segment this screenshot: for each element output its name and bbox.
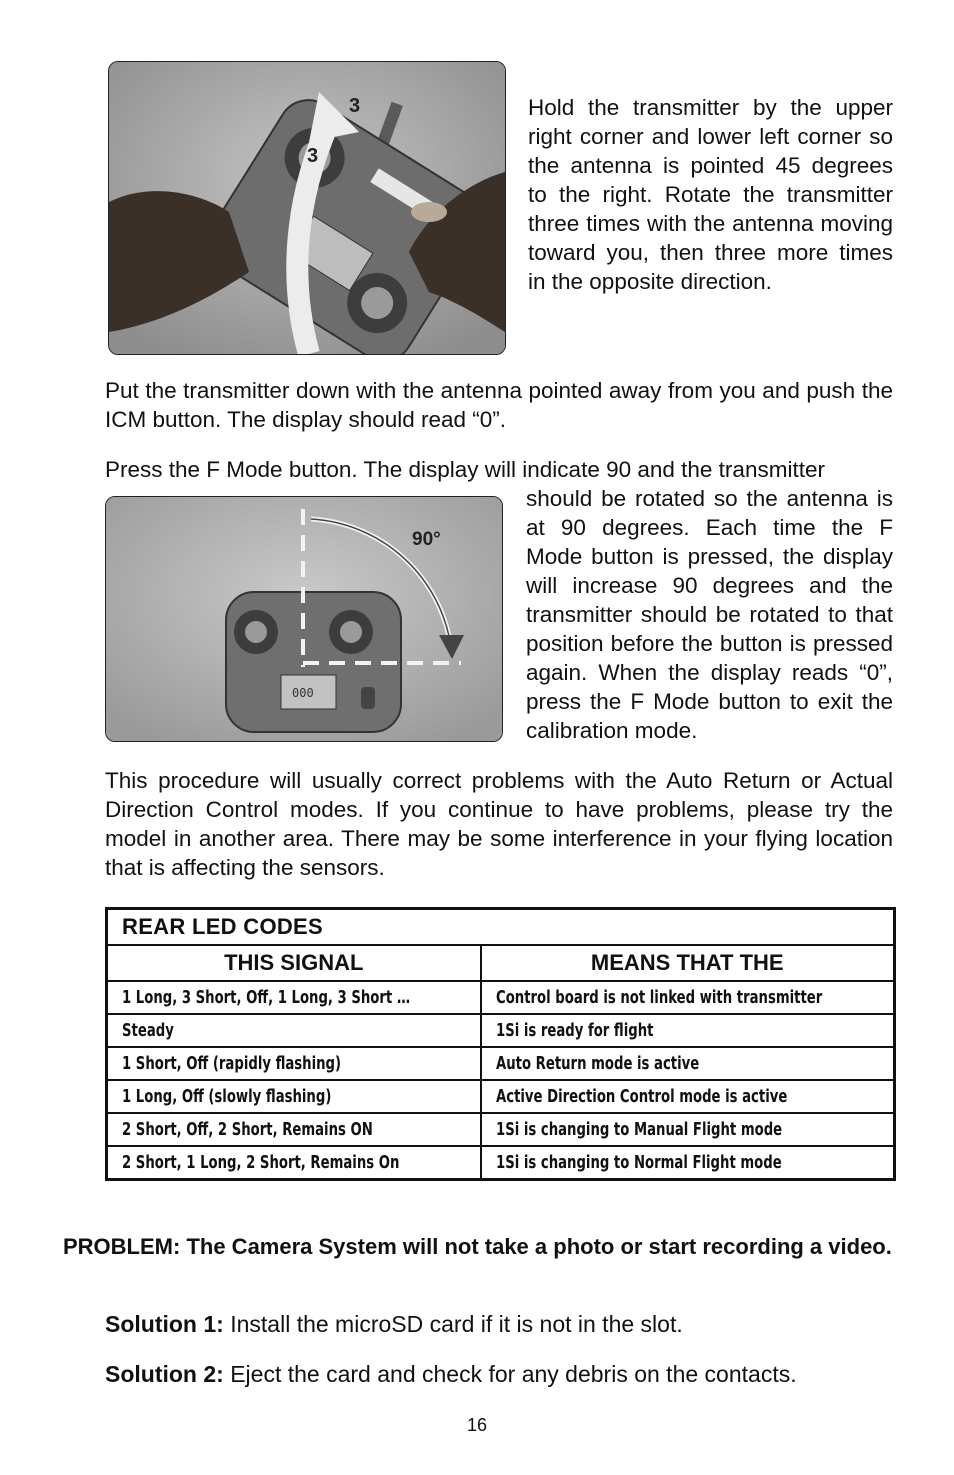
column-header-meaning: MEANS THAT THE xyxy=(481,945,895,981)
solution-1-label: Solution 1: xyxy=(105,1311,224,1337)
table-row xyxy=(107,1014,895,1047)
signal-cell: 2 Short, 1 Long, 2 Short, Remains On xyxy=(107,1146,481,1180)
meaning-cell: 1Si is changing to Manual Flight mode xyxy=(481,1113,895,1146)
table-row xyxy=(107,1146,895,1180)
column-header-signal: THIS SIGNAL xyxy=(107,945,481,981)
paragraph-icm: Put the transmitter down with the antenna pointed away from you and push the ICM button. The display should read “0”. xyxy=(105,378,893,432)
page-number: 16 xyxy=(466,1415,488,1435)
table-row xyxy=(107,1080,895,1113)
solution-2-text: Eject the card and check for any debris on the contacts. xyxy=(230,1361,797,1387)
transmitter-90-illustration xyxy=(106,497,502,741)
meaning-cell: Control board is not linked with transmitter xyxy=(481,981,895,1014)
transmitter-rotation-illustration xyxy=(109,62,505,354)
signal-cell: 2 Short, Off, 2 Short, Remains ON xyxy=(107,1113,481,1146)
rear-led-codes-table xyxy=(105,907,896,1181)
paragraph-procedure: This procedure will usually correct problems with the Auto Return or Actual Direction Control modes. If you continue to have problems, please try the model in another area. There may be some interference in your flying location that is affecting the sensors. xyxy=(105,768,893,880)
paragraph-fmode-lead: Press the F Mode button. The display will indicate 90 and the transmitter xyxy=(105,457,825,482)
angle-label: 90° xyxy=(412,529,441,550)
table-title-row xyxy=(107,909,895,946)
table-row xyxy=(107,981,895,1014)
problem-statement xyxy=(63,1232,903,1262)
problem-label: PROBLEM: xyxy=(63,1234,181,1259)
signal-cell: 1 Long, Off (slowly flashing) xyxy=(107,1080,481,1113)
signal-cell: 1 Long, 3 Short, Off, 1 Long, 3 Short … xyxy=(107,981,481,1014)
meaning-cell: 1Si is changing to Normal Flight mode xyxy=(481,1146,895,1180)
meaning-cell: Auto Return mode is active xyxy=(481,1047,895,1080)
intro-paragraph: Hold the transmitter by the upper right corner and lower left corner so the antenna is pointed 45 degrees to the right. Rotate the transmitter three times with the antenna moving toward you, then three more times in the opposite direction. xyxy=(528,95,893,294)
figure-transmitter-90-photo xyxy=(105,496,503,742)
signal-cell: 1 Short, Off (rapidly flashing) xyxy=(107,1047,481,1080)
solution-1 xyxy=(105,1311,905,1338)
figure-transmitter-rotation-photo xyxy=(108,61,506,355)
solution-2-label: Solution 2: xyxy=(105,1361,224,1387)
arrow-label-side: 3 xyxy=(307,145,319,167)
table-title: REAR LED CODES xyxy=(107,909,895,946)
display-reading: 000 xyxy=(292,686,314,700)
paragraph-fmode-rest: should be rotated so the antenna is at 90 degrees. Each time the F Mode button is pressed, the display will increase 90 degrees and the transmitter should be rotated to that position before the button is pressed again. When the display reads “0”, press the F Mode button to exit the calibration mode. xyxy=(526,486,893,743)
solution-2 xyxy=(105,1361,905,1388)
solution-1-text: Install the microSD card if it is not in the slot. xyxy=(230,1311,683,1337)
meaning-cell: 1Si is ready for flight xyxy=(481,1014,895,1047)
meaning-cell: Active Direction Control mode is active xyxy=(481,1080,895,1113)
signal-cell: Steady xyxy=(107,1014,481,1047)
problem-text: The Camera System will not take a photo or start recording a video. xyxy=(186,1234,892,1259)
table-header-row xyxy=(107,945,895,981)
table-row xyxy=(107,1113,895,1146)
arrow-label-top: 3 xyxy=(349,95,361,117)
table-row xyxy=(107,1047,895,1080)
